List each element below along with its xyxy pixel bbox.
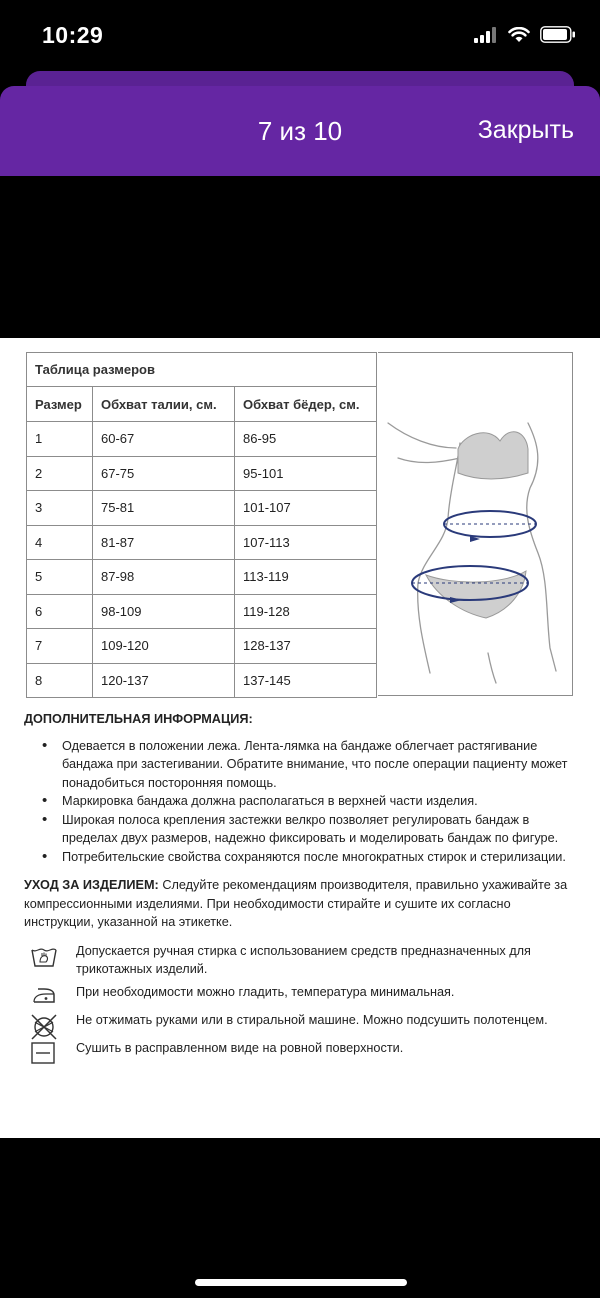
status-bar (0, 0, 600, 70)
waist-cell: 109-120 (93, 629, 235, 664)
table-row (27, 491, 377, 526)
hips-cell: 107-113 (235, 525, 377, 560)
hips-cell: 119-128 (235, 594, 377, 629)
additional-info-title: ДОПОЛНИТЕЛЬНАЯ ИНФОРМАЦИЯ: (24, 712, 253, 726)
close-button[interactable]: Закрыть (477, 116, 574, 144)
size-cell: 7 (27, 629, 93, 664)
waist-cell: 87-98 (93, 560, 235, 595)
care-item-text: Допускается ручная стирка с использованием средств предназначенных для трикотажных изделий. (76, 943, 531, 976)
care-item-text: Не отжимать руками или в стиральной машине. Можно подсушить полотенцем. (76, 1012, 548, 1027)
care-intro-text: Следуйте рекомендациям производителя, правильно ухаживайте за компрессионными изделиями. При необходимости стирайте и сушите их согласно инструкции, указанной на этикетке. (24, 878, 568, 929)
cellular-signal-icon (474, 27, 498, 43)
list-item: • Широкая полоса крепления застежки велкро позволяет регулировать бандаж в пределах двух размеров, надежно фиксировать и моделировать бандаж по фигуре. (24, 811, 574, 848)
care-item-text: Сушить в расправленном виде на ровной поверхности. (76, 1040, 404, 1055)
size-table (26, 352, 377, 698)
description-text (24, 710, 574, 1067)
wifi-icon (508, 27, 530, 43)
size-cell: 6 (27, 594, 93, 629)
size-cell: 4 (27, 525, 93, 560)
waist-cell: 75-81 (93, 491, 235, 526)
column-header-size: Размер (27, 387, 93, 422)
care-intro (24, 876, 574, 932)
list-item: • Потребительские свойства сохраняются после многократных стирок и стерилизации. (24, 848, 574, 867)
care-item (24, 1039, 574, 1063)
table-row (27, 594, 377, 629)
size-cell: 3 (27, 491, 93, 526)
hips-cell: 86-95 (235, 422, 377, 457)
care-item (24, 942, 574, 979)
battery-icon (540, 26, 576, 43)
list-item: • Одевается в положении лежа. Лента-лямка на бандаже облегчает растягивание бандажа при застегивании. Обратите внимание, что после операции пациенту может понадобиться посторонняя помощь. (24, 737, 574, 793)
status-icons (474, 26, 576, 43)
image-counter: 7 из 10 (257, 116, 343, 146)
table-row (27, 422, 377, 457)
product-image[interactable] (0, 338, 600, 1138)
waist-cell: 81-87 (93, 525, 235, 560)
measurement-illustration (378, 352, 573, 696)
waist-cell: 60-67 (93, 422, 235, 457)
table-row (27, 456, 377, 491)
status-time: 10:29 (42, 22, 104, 48)
list-item: • Маркировка бандажа должна располагаться в верхней части изделия. (24, 792, 574, 811)
care-item (24, 1011, 574, 1035)
size-cell: 1 (27, 422, 93, 457)
gallery-header (0, 86, 600, 176)
care-item (24, 983, 574, 1007)
hips-cell: 137-145 (235, 663, 377, 698)
hips-cell: 95-101 (235, 456, 377, 491)
size-cell: 2 (27, 456, 93, 491)
table-row (27, 629, 377, 664)
dry-flat-icon (30, 1041, 56, 1065)
home-indicator[interactable] (195, 1279, 407, 1286)
table-row (27, 525, 377, 560)
waist-cell: 67-75 (93, 456, 235, 491)
hand-wash-icon (30, 944, 58, 968)
no-wring-icon (30, 1013, 58, 1041)
column-header-hips: Обхват бёдер, см. (235, 387, 377, 422)
hips-cell: 113-119 (235, 560, 377, 595)
additional-info-list (24, 737, 574, 867)
hips-cell: 128-137 (235, 629, 377, 664)
hips-cell: 101-107 (235, 491, 377, 526)
care-title: УХОД ЗА ИЗДЕЛИЕМ: (24, 878, 159, 892)
care-item-text: При необходимости можно гладить, температура минимальная. (76, 984, 455, 999)
waist-cell: 98-109 (93, 594, 235, 629)
table-row (27, 663, 377, 698)
table-row (27, 560, 377, 595)
waist-cell: 120-137 (93, 663, 235, 698)
size-cell: 5 (27, 560, 93, 595)
size-table-title: Таблица размеров (27, 353, 377, 387)
iron-low-icon (30, 985, 58, 1005)
body-measurement-figure (378, 353, 573, 697)
size-cell: 8 (27, 663, 93, 698)
column-header-waist: Обхват талии, см. (93, 387, 235, 422)
